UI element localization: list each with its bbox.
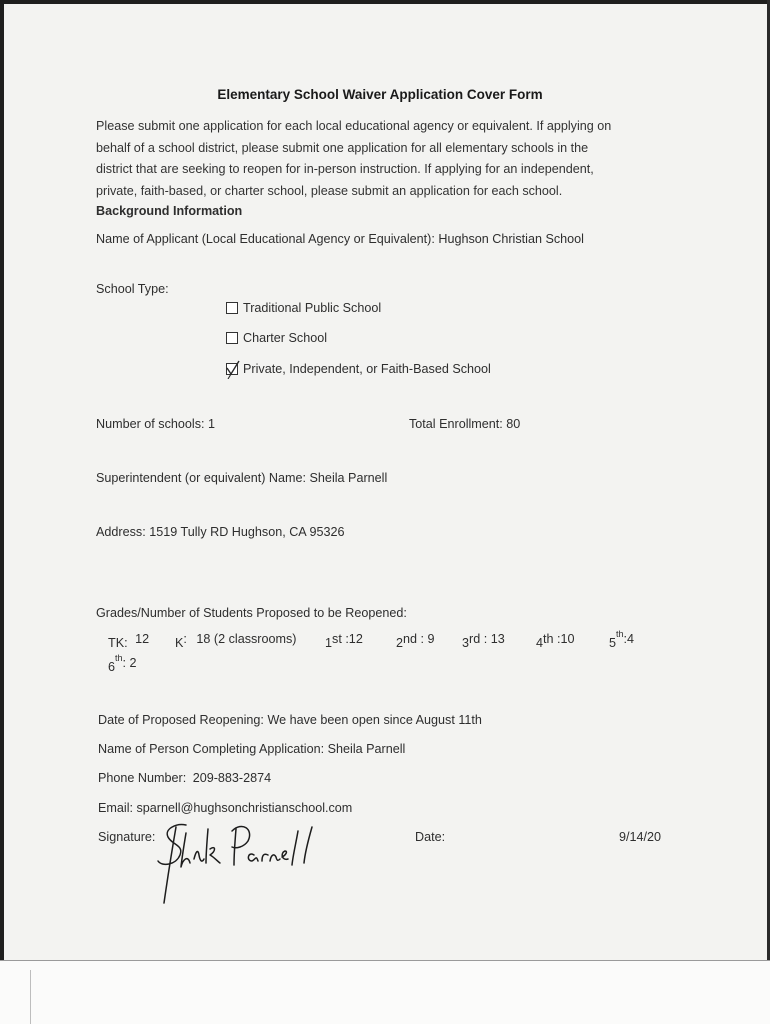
school-type-label-private: Private, Independent, or Faith-Based School: [243, 362, 491, 376]
reopening-value: We have been open since August 11th: [267, 713, 482, 727]
applicant-label: Name of Applicant (Local Educational Agency or Equivalent):: [96, 232, 435, 246]
reopening-row: [98, 713, 482, 727]
superintendent-label: Superintendent (or equivalent) Name:: [96, 471, 307, 485]
grade-4-num: 4: [536, 636, 544, 650]
grade-6-num: 6: [108, 660, 116, 674]
completer-row: [98, 742, 405, 756]
school-type-option-charter[interactable]: [226, 331, 327, 345]
completer-value: Sheila Parnell: [327, 742, 406, 756]
date-label: Date:: [415, 830, 446, 844]
address-row: [96, 525, 345, 539]
checkmark-icon: [224, 359, 242, 379]
grade-6-suffix: th: [115, 653, 123, 663]
instructions-line: Please submit one application for each local educational agency or equivalent. If applying on: [96, 119, 612, 133]
checkbox-traditional[interactable]: [226, 302, 238, 314]
grade-5: [609, 629, 635, 650]
grade-4-value: :10: [553, 632, 575, 646]
phone-value: 209-883-2874: [192, 771, 272, 785]
grade-1-num: 1: [325, 636, 333, 650]
applicant-row: [96, 232, 584, 246]
instructions-line: behalf of a school district, please submit one application for all elementary schools in the: [96, 140, 589, 155]
num-schools-value: 1: [208, 417, 216, 431]
email-label: Email:: [98, 801, 133, 815]
scan-bottom-margin: [0, 961, 770, 1024]
instructions-paragraph: [96, 116, 656, 202]
grade-6: [108, 653, 137, 674]
grade-5-value: :4: [623, 632, 635, 646]
email-row: [98, 801, 352, 815]
grade-k-sep: :: [183, 632, 187, 646]
grade-1-value: :12: [345, 632, 363, 646]
grade-tk: [108, 632, 150, 650]
address-value: 1519 Tully RD Hughson, CA 95326: [149, 525, 345, 539]
grade-k-label: K: [175, 636, 184, 650]
date-value: 9/14/20: [619, 830, 662, 844]
address-label: Address:: [96, 525, 146, 539]
grade-k-value: 18 (2 classrooms): [196, 632, 297, 646]
instructions-line: district that are seeking to reopen for in-person instruction. If applying for an independent,: [96, 162, 594, 176]
completer-label: Name of Person Completing Application:: [98, 742, 325, 756]
enrollment-label: Total Enrollment:: [409, 417, 503, 431]
grade-1-suffix: st: [332, 632, 342, 646]
instructions-line: private, faith-based, or charter school, please submit an application for each school.: [96, 183, 563, 198]
school-type-option-private[interactable]: [226, 362, 491, 376]
background-heading: Background Information: [96, 204, 243, 218]
email-value: sparnell@hughsonchristianschool.com: [136, 801, 353, 815]
enrollment-row: [409, 417, 520, 431]
grade-5-num: 5: [609, 636, 617, 650]
grade-2-suffix: nd: [403, 632, 418, 646]
school-type-option-traditional[interactable]: [226, 301, 381, 315]
grade-3-num: 3: [462, 636, 470, 650]
superintendent-value: Sheila Parnell: [309, 471, 388, 485]
grade-6-value: : 2: [122, 656, 137, 670]
phone-label: Phone Number:: [98, 771, 187, 785]
grade-tk-value: 12: [135, 632, 150, 646]
grade-3-value: : 13: [480, 632, 505, 646]
grade-2-value: : 9: [420, 632, 435, 646]
superintendent-row: [96, 471, 387, 485]
reopening-label: Date of Proposed Reopening:: [98, 713, 264, 727]
grade-tk-label: TK:: [108, 636, 128, 650]
school-type-label-traditional: Traditional Public School: [243, 301, 382, 315]
scan-bottom-edge: [30, 970, 31, 1024]
grade-4: [536, 632, 575, 650]
grade-k: [175, 632, 297, 650]
school-type-label: School Type:: [96, 282, 169, 296]
phone-row: [98, 771, 271, 785]
signature-label: Signature:: [98, 830, 156, 844]
grade-3: [462, 632, 505, 650]
grade-4-suffix: th: [543, 632, 554, 646]
signature-image: [150, 815, 325, 910]
form-title: Elementary School Waiver Application Cover Form: [217, 87, 543, 102]
applicant-value: Hughson Christian School: [438, 232, 584, 246]
grade-3-suffix: rd: [469, 632, 481, 646]
checkbox-private[interactable]: [226, 363, 238, 375]
grade-5-suffix: th: [616, 629, 624, 639]
grade-2-num: 2: [396, 636, 404, 650]
enrollment-value: 80: [506, 417, 521, 431]
grades-heading: Grades/Number of Students Proposed to be Reopened:: [96, 606, 407, 620]
grade-1: [325, 632, 363, 650]
scan-edge-top: [0, 0, 770, 4]
num-schools-label: Number of schools:: [96, 417, 205, 431]
num-schools-row: [96, 417, 215, 431]
school-type-label-charter: Charter School: [243, 331, 327, 345]
checkbox-charter[interactable]: [226, 332, 238, 344]
grade-2: [396, 632, 435, 650]
